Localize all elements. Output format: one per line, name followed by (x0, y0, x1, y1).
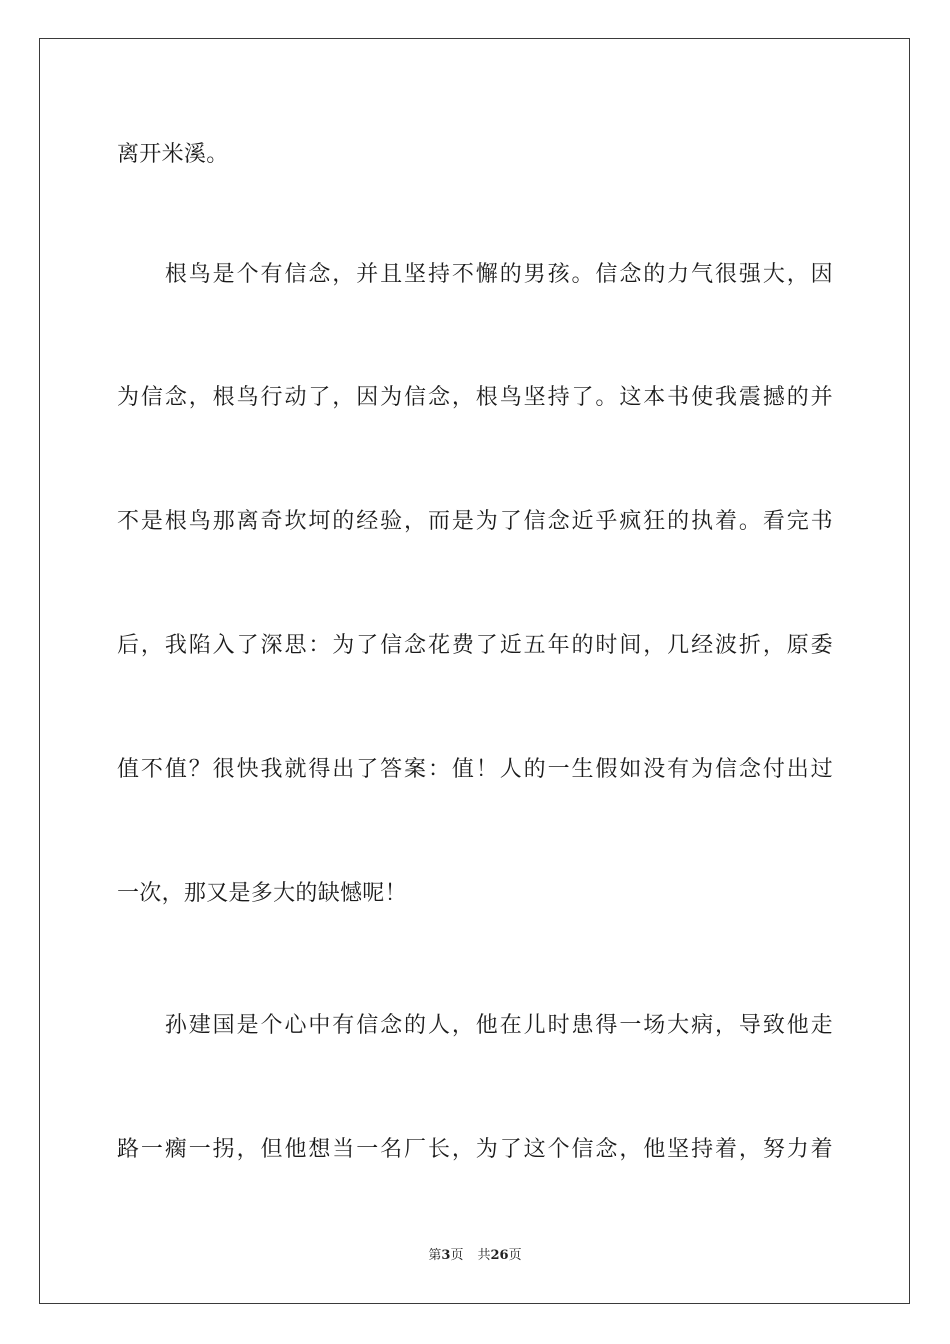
page-footer (0, 1247, 950, 1265)
page-suffix: 页 (450, 1248, 464, 1263)
text-line: 一次，那又是多大的缺憾呢！ (117, 881, 407, 906)
text-line: 离开米溪。 (117, 142, 229, 167)
text-line: 后，我陷入了深思：为了信念花费了近五年的时间，几经波折，原委 (117, 633, 833, 658)
text-line: 值不值？很快我就得出了答案：值！人的一生假如没有为信念付出过 (117, 757, 833, 782)
text-line: 为信念，根鸟行动了，因为信念，根鸟坚持了。这本书使我震撼的并 (117, 385, 833, 410)
total-suffix: 页 (508, 1248, 522, 1263)
total-prefix: 共 (477, 1248, 491, 1263)
text-line: 不是根鸟那离奇坎坷的经验，而是为了信念近乎疯狂的执着。看完书 (117, 509, 833, 534)
text-line: 孙建国是个心中有信念的人，他在儿时患得一场大病，导致他走 (117, 1013, 833, 1038)
page-border (39, 38, 910, 1304)
page-number: 3 (441, 1248, 451, 1263)
page-prefix: 第 (428, 1248, 442, 1263)
total-pages: 26 (490, 1248, 509, 1263)
text-line: 根鸟是个有信念，并且坚持不懈的男孩。信念的力气很强大，因 (117, 262, 833, 287)
text-line: 路一瘸一拐，但他想当一名厂长，为了这个信念，他坚持着，努力着 (117, 1137, 833, 1162)
